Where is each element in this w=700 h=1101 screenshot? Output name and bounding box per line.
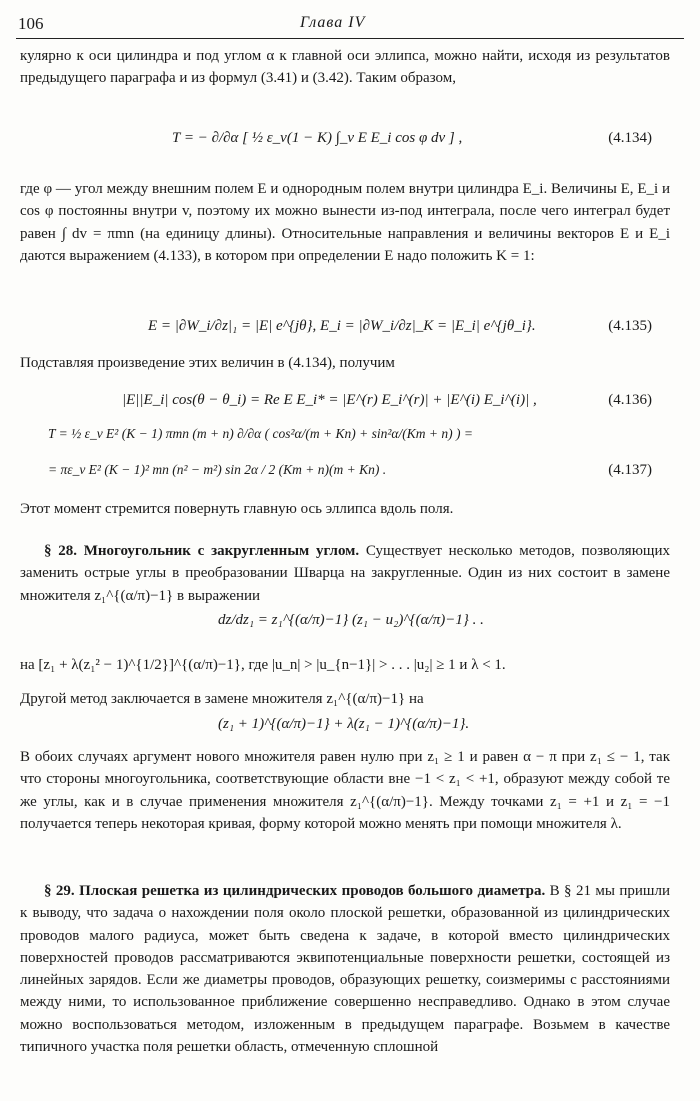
page-number: 106 [18, 14, 44, 33]
page-header [0, 8, 700, 42]
equation-4-137-second: = πε_v E² (K − 1)² mn (n² − m²) sin 2α / 2 (Km + n)(m + Kn) . [48, 462, 387, 477]
section-28-heading: § 28. Многоугольник с закругленным углом. [44, 543, 360, 559]
chapter-title: Глава IV [300, 14, 366, 31]
equation-4-134-body: T = − ∂/∂α [ ½ ε_v(1 − K) ∫_v E E_i cos φ dv ] , [172, 130, 463, 146]
section-29-text: В § 21 мы пришли к выводу, что задача о нахождении поля около плоской решетки, образованной из цилиндрических проводов малого радиуса, может быть сведена к задаче, в которой вместо цилиндрических поверхностей проводов рассматриваются эквипотенциальные поверхности решетки, состоящей из линейных зарядов. Если же диаметры проводов, образующих решетку, соизмеримы с расстояниями между ними, то использованное приближение совершенно несправедливо. Однако в этом случае можно воспользоваться методом, изложенным в предыдущем параграфе. Возьмем в качестве типичного участка поля решетки область, отмеченную сплошной [20, 883, 670, 1056]
paragraph-2: где φ — угол между внешним полем E и однородным полем внутри цилиндра E_i. Величины E, E_i и cos φ постоянны внутри v, поэтому их можно вынести из-под интеграла, после чего интеграл будет равен ∫ dv = πmn (на единицу длины). Относительные направления и величины векторов E и E_i даются выражением (4.133), в котором при определении E надо положить K = 1: [20, 181, 670, 264]
section-28-paragraph [20, 540, 670, 607]
header-rule [16, 38, 684, 39]
equation-4-135-body: E = |∂W_i/∂z|₁ = |E| e^{jθ}, E_i = |∂W_i/∂z|_K = |E_i| e^{jθ_i}. [148, 318, 536, 334]
paragraph-4: Этот момент стремится повернуть главную ось эллипса вдоль поля. [20, 501, 454, 517]
line-na: на [z₁ + λ(z₁² − 1)^{1/2}]^{(α/π)−1}, где |u_n| > |u_{n−1}| > . . . |u₂| ≥ 1 и λ < 1. [20, 657, 506, 673]
equation-4-136-body: |E||E_i| cos(θ − θ_i) = Re E E_i* = |E^(r) E_i^(r)| + |E^(i) E_i^(i)| , [122, 392, 537, 408]
section-28-text: Существует несколько методов, позволяющих заменить острые углы в преобразовании Шварца на закругленные. Один из них состоит в замене множителя z₁^{(α/π)−1} в выражении [20, 543, 670, 604]
section-29-spacer [20, 883, 44, 899]
paragraph-3: Подставляя произведение этих величин в (4.134), получим [20, 355, 395, 371]
equation-4-135-number: (4.135) [608, 318, 652, 334]
section-29-paragraph [20, 880, 670, 1058]
equation-4-134-number: (4.134) [608, 130, 652, 146]
equation-dz-body: dz/dz₁ = z₁^{(α/π)−1} (z₁ − u₂)^{(α/π)−1} . . [218, 612, 484, 628]
equation-4-136-number: (4.136) [608, 392, 652, 408]
equation-4-137-number: (4.137) [608, 462, 652, 478]
equation-other-body: (z₁ + 1)^{(α/π)−1} + λ(z₁ − 1)^{(α/π)−1}. [218, 716, 470, 732]
paragraph-1: кулярно к оси цилиндра и под углом α к главной оси эллипса, можно найти, исходя из результатов предыдущего параграфа и из формул (3.41) и (3.42). Таким образом, [20, 48, 670, 87]
section-29-heading: § 29. Плоская решетка из цилиндрических проводов большого диаметра. [44, 883, 546, 899]
paragraph-5: Другой метод заключается в замене множителя z₁^{(α/π)−1} на [20, 691, 424, 707]
equation-4-137-first: T = ½ ε_v E² (K − 1) πmn (m + n) ∂/∂α ( cos²α/(m + Kn) + sin²α/(Km + n) ) = [48, 426, 473, 441]
section-28-spacer [20, 543, 44, 559]
paragraph-6: В обоих случаях аргумент нового множителя равен нулю при z₁ ≥ 1 и равен α − π при z₁ ≤ − 1, так что стороны многоугольника, соответствующие области вне −1 < z₁ < +1, образуют между собой те же углы, как и в случае применения множителя z₁^{(α/π)−1}. Между точками z₁ = +1 и z₁ = −1 получается теперь некоторая кривая, форму которой можно менять при помощи множителя λ. [20, 749, 670, 832]
